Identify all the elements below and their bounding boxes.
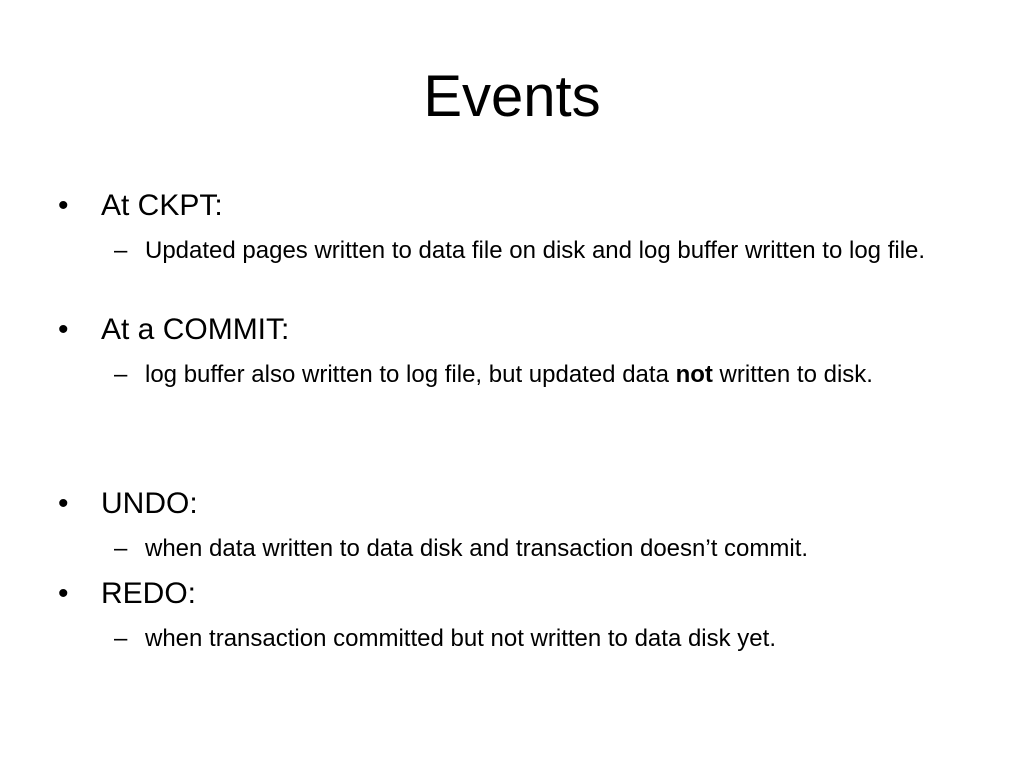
sub-item-text: log buffer also written to log file, but updated data not written to disk. (145, 361, 873, 388)
bullet-label: UNDO: (101, 487, 198, 520)
bullet-icon: • (58, 189, 69, 222)
bullet-icon: • (58, 313, 69, 346)
sub-item-text: when transaction committed but not written to data disk yet. (145, 625, 776, 652)
bullet-icon: • (58, 577, 69, 610)
dash-icon: – (114, 361, 128, 388)
slide-title: Events (423, 64, 601, 129)
dash-icon: – (114, 535, 128, 562)
bullet-label: At a COMMIT: (101, 313, 290, 346)
bullet-label: REDO: (101, 577, 197, 610)
dash-icon: – (114, 237, 128, 264)
bullet-icon: • (58, 487, 69, 520)
dash-icon: – (114, 625, 128, 652)
bullet-label: At CKPT: (101, 189, 223, 222)
sub-item-text: Updated pages written to data file on disk and log buffer written to log file. (145, 237, 926, 264)
sub-item-text: when data written to data disk and transaction doesn’t commit. (145, 535, 809, 562)
emphasis-not: not (675, 361, 713, 388)
